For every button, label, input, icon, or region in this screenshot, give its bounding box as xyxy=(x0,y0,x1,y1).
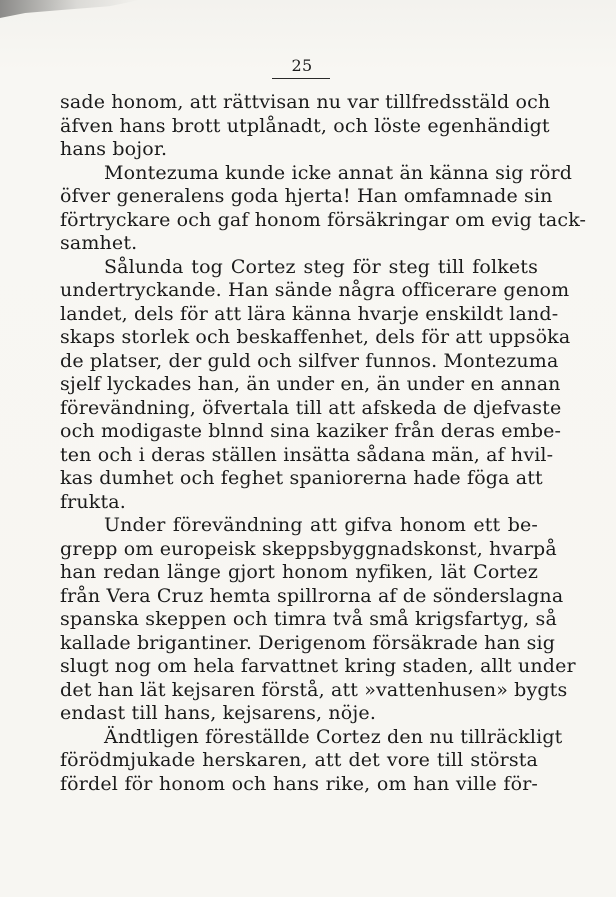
text-line: öfver generalens goda hjerta! Han omfamnade sin xyxy=(60,185,553,207)
text-line: undertryckande. Han sände några officerare genom xyxy=(60,279,570,301)
text-line: kallade brigantiner. Derigenom försäkrade han sig xyxy=(60,631,556,654)
text-line: grepp om europeisk skeppsbyggnadskonst, hvarpå xyxy=(60,537,557,560)
text-line: han redan länge gjort honom nyfiken, lät Cortez xyxy=(60,561,538,583)
text-line: landet, dels för att lära känna hvarje enskildt land- xyxy=(60,302,559,325)
text-line: förevändning, öfvertala till att afskeda de djefvaste xyxy=(60,396,562,419)
text-line: sade honom, att rättvisan nu var tillfredsstäld och xyxy=(60,91,551,113)
text-line: Sålunda tog Cortez steg för steg till folkets xyxy=(104,255,538,278)
text-line: förödmjukade herskaren, att det vore till största xyxy=(60,749,538,771)
text-line: sjelf lyckades han, än under en, än under en annan xyxy=(60,373,561,395)
text-line: förtryckare och gaf honom försäkringar om evig tack- xyxy=(60,208,587,231)
page-number-rule xyxy=(272,78,330,79)
text-line: Under förevändning att gifva honom ett be- xyxy=(104,514,538,536)
text-line: äfven hans brott utplånadt, och löste egenhändigt xyxy=(60,114,550,137)
text-line: fördel för honom och hans rike, om han ville för- xyxy=(60,772,538,795)
page-number: 25 xyxy=(291,56,313,75)
text-line: från Vera Cruz hemta spillrorna af de sönderslagna xyxy=(60,584,564,607)
body-text xyxy=(60,91,587,796)
text-line: ten och i deras ställen insätta sådana män, af hvil- xyxy=(60,443,554,466)
text-line: hans bojor. xyxy=(60,138,168,160)
text-line: skaps storlek och beskaffenhet, dels för att uppsöka xyxy=(60,326,571,348)
text-line: samhet. xyxy=(60,232,138,254)
text-line: det han lät kejsaren förstå, att »vattenhusen» bygts xyxy=(60,678,568,701)
text-line: endast till hans, kejsarens, nöje. xyxy=(60,702,377,724)
text-line: spanska skeppen och timra två små krigsfartyg, så xyxy=(60,608,557,630)
text-line: och modigaste blnnd sina kaziker från deras embe- xyxy=(60,420,562,442)
scan-smudge xyxy=(0,0,140,18)
text-line: kas dumhet och feghet spaniorerna hade föga att xyxy=(60,467,543,489)
text-line: frukta. xyxy=(60,490,126,513)
text-line: slugt nog om hela farvattnet kring staden, allt under xyxy=(60,655,576,677)
text-line: Ändtligen föreställde Cortez den nu tillräckligt xyxy=(104,725,563,748)
text-line: de platser, der guld och silfver funnos. Montezuma xyxy=(60,349,559,372)
text-line: Montezuma kunde icke annat än känna sig rörd xyxy=(104,161,573,184)
